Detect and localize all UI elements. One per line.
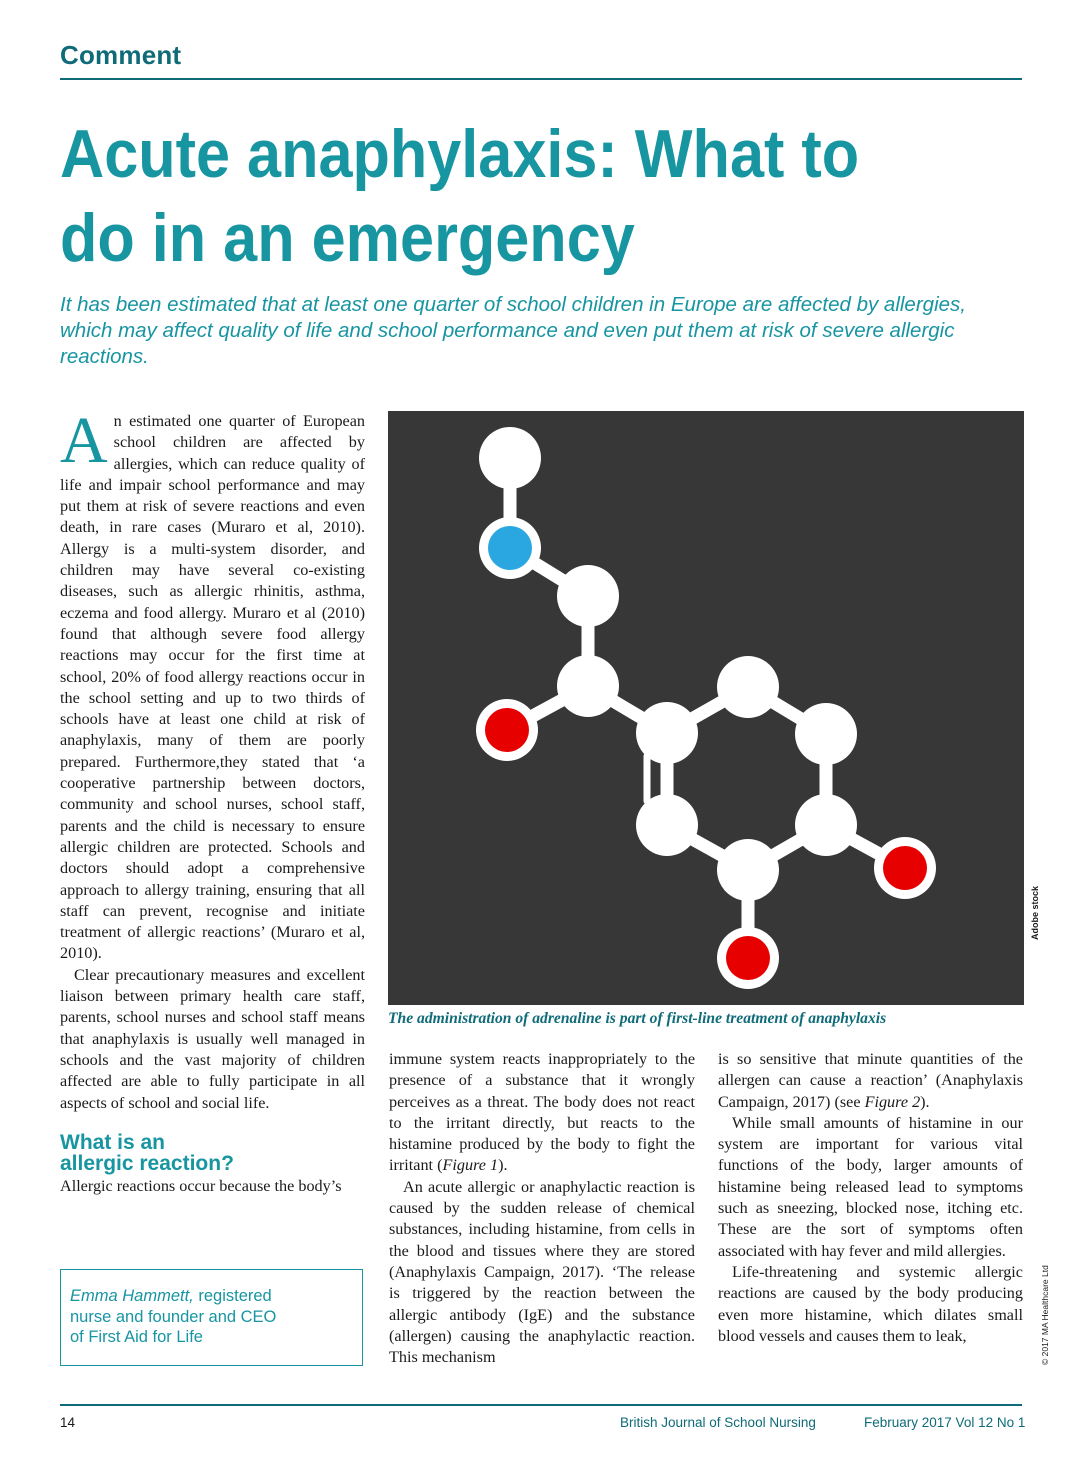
atom-oxygen [485,708,529,752]
drop-cap: A [60,404,108,477]
paragraph: An acute allergic or anaphylactic reaction is caused by the sudden release of chemical substances, including histamine, from cells in the blood and tissues where they are stored (Anaphylaxis Campaign, 2017). ‘The release is triggered by the reaction between the allergic antibody (IgE) and the substance (allergen) causing the anaphylactic reaction. This mechanism [389,1177,695,1367]
issue-info: February 2017 Vol 12 No 1 [864,1415,1026,1430]
article-column-1 [60,404,365,1197]
atom-carbon [557,655,619,717]
author-line-1: registered [193,1287,272,1305]
atom-carbon [557,565,619,627]
paragraph [389,1049,695,1177]
paragraph: Life-threatening and systemic allergic reactions are caused by the body producing even more histamine, which dilates small blood vessels and causes them to leak, [718,1262,1023,1345]
journal-name: British Journal of School Nursing [620,1415,816,1430]
author-box [60,1269,363,1366]
article-column-2 [389,1049,695,1368]
subheading-line-2: allergic reaction? [60,1151,234,1175]
atom-nitrogen [488,526,532,570]
atom-oxygen [726,936,770,980]
atom-carbon [795,794,857,856]
headline-line-2: do in an emergency [60,200,635,276]
page-number: 14 [60,1415,76,1430]
paragraph-text: ). [498,1156,508,1175]
molecule-figure [388,411,1024,1005]
subheading-line-1: What is an [60,1130,166,1154]
headline-line-1: Acute anaphylaxis: What to [60,116,860,192]
standfirst: It has been estimated that at least one quarter of school children in Europe are affected by allergies, which may affect quality of life and school performance and even put them at risk of severe allergic reactions. [60,293,966,368]
figure-reference: Figure 1 [442,1156,499,1175]
atom-carbon [717,839,779,901]
atom-hydrogen [479,427,541,489]
figure-reference: Figure 2 [864,1092,921,1111]
atom-carbon [795,703,857,765]
author-line-2: nurse and founder and CEO [70,1307,277,1326]
paragraph-text: is so sensitive that minute quantities of the allergen can cause a reaction’ (Anaphylaxis Campaign, 2017) (see [718,1050,1023,1111]
paragraph: While small amounts of histamine in our system are important for various vital functions of the body, larger amounts of histamine being released lead to symptoms such as sneezing, blocked nose, itching etc. These are the sort of symptoms often associated with hay fever and mild allergies. [718,1113,1023,1260]
atom-oxygen [883,846,927,890]
author-name: Emma Hammett, [70,1287,194,1305]
paragraph: Allergic reactions occur because the body’s [60,1176,342,1195]
headline [60,112,924,280]
author-line-3: of First Aid for Life [70,1328,203,1346]
subheading [60,1132,365,1174]
paragraph-text: ). [920,1092,930,1111]
atom-carbon [636,702,698,764]
atom-carbon [636,794,698,856]
copyright-notice: © 2017 MA Healthcare Ltd [1040,1265,1050,1365]
paragraph-text: immune system reacts inappropriately to the presence of a substance that it wrongly perceives as a threat. The body does not react to the irritant directly, but reacts to the histamine produced by the body to fight the irritant ( [389,1050,695,1175]
adrenaline-molecule-illustration [388,411,1024,1005]
section-label: Comment [60,40,182,70]
top-rule [60,78,1022,80]
image-credit: Adobe stock [1030,885,1040,940]
article-column-3 [718,1049,1023,1347]
paragraph-intro [60,404,365,965]
paragraph [718,1049,1023,1113]
paragraph: Clear precautionary measures and excellent liaison between primary health care staff, parents, school nurses and school staff means that anaphylaxis is usually well managed in schools and the vast majority of children affected are able to fully participate in all aspects of school and social life. [60,965,365,1112]
atom-carbon [717,656,779,718]
figure-caption: The administration of adrenaline is part of first-line treatment of anaphylaxis [388,1010,887,1027]
bottom-rule [60,1404,1022,1406]
paragraph-intro-text: n estimated one quarter of European school children are affected by allergies, which can reduce quality of life and impair school performance and may put them at risk of severe reactions and even death, in rare cases (Muraro et al, 2010). Allergy is a multi-system disorder, and children may have several co-existing diseases, such as allergic rhinitis, asthma, eczema and food allergy. Muraro et al (2010) found that although severe food allergy reactions may occur for the first time at school, 20% of food allergy reactions occur in the school setting and up to two thirds of schools have at least one child at risk of anaphylaxis, many of them are poorly prepared. Furthermore,they stated that ‘a cooperative partnership between doctors, community and school nurses, school staff, parents and the child is necessary to ensure allergic children are protected. Schools and doctors should adopt a comprehensive approach to allergy training, ensuring that all staff can prevent, recognise and initiate treatment of allergic reactions’ (Muraro et al, 2010). [60,412,365,963]
